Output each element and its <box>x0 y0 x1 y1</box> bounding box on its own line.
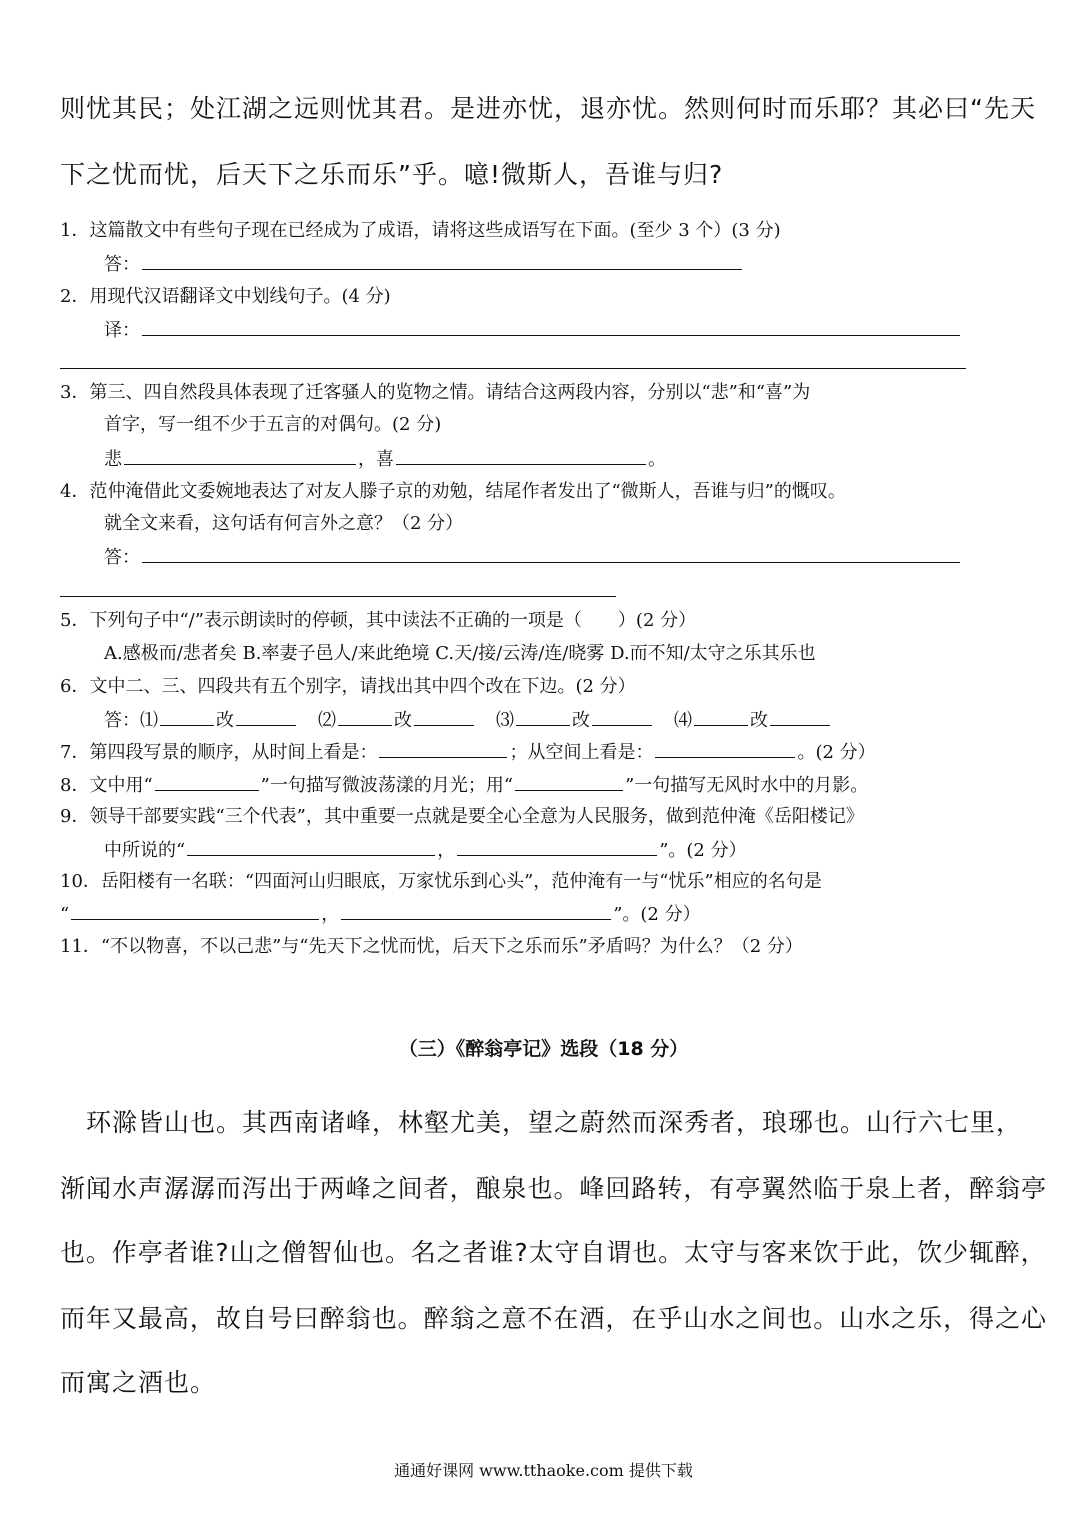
question-8-text: 8．文中用“ <box>60 775 153 796</box>
comma: ， <box>437 840 456 861</box>
item-4-marker: ⑷ <box>674 710 692 731</box>
question-7-score: 。(2 分） <box>797 742 876 763</box>
quote-blank-1[interactable] <box>187 837 435 856</box>
question-6-answer <box>104 707 832 734</box>
question-6: 6．文中二、三、四段共有五个别字，请找出其中四个改在下边。(2 分） <box>60 676 636 697</box>
question-11: 11．“不以物喜，不以己悲”与“先天下之忧而忧，后天下之乐而乐”矛盾吗？为什么？（2 分） <box>60 936 803 957</box>
question-9-score: ”。(2 分） <box>659 840 747 861</box>
gai-label: 改 <box>750 710 768 731</box>
gai-label: 改 <box>216 710 234 731</box>
correct-char-blank[interactable] <box>414 707 474 726</box>
question-8-text: ”一句描写微波荡漾的月光；用“ <box>260 775 514 796</box>
wrong-char-blank[interactable] <box>160 707 214 726</box>
bei-label: 悲 <box>104 449 122 470</box>
question-10-score: ”。(2 分） <box>613 904 701 925</box>
item-3-marker: ⑶ <box>496 710 514 731</box>
passage-line: 渐闻水声潺潺而泻出于两峰之间者，酿泉也。峰回路转，有亭翼然临于泉上者，醉翁亭 <box>60 1174 1048 1203</box>
answer-blank[interactable] <box>142 544 960 563</box>
wrong-char-blank[interactable] <box>694 707 748 726</box>
question-10: 10．岳阳楼有一名联：“四面河山归眼底，万家忧乐到心头”，范仲淹有一与“忧乐”相应的名句是 <box>60 871 822 892</box>
famous-line-blank-1[interactable] <box>71 901 319 920</box>
passage-line: 也。作亭者谁?山之僧智仙也。名之者谁?太守自谓也。太守与客来饮于此，饮少辄醉， <box>60 1238 1047 1267</box>
comma: ， <box>321 904 340 925</box>
wrong-char-blank[interactable] <box>338 707 392 726</box>
question-2: 2．用现代汉语翻译文中划线句子。(4 分) <box>60 286 391 307</box>
question-4: 4．范仲淹借此文委婉地表达了对友人滕子京的劝勉，结尾作者发出了“微斯人，吾谁与归”的慨叹。 <box>60 481 846 502</box>
gai-label: 改 <box>572 710 590 731</box>
open-quote: “ <box>60 904 70 925</box>
gai-label: 改 <box>394 710 412 731</box>
question-3-answer <box>104 446 666 473</box>
answer-line[interactable] <box>60 368 966 369</box>
question-3-cont: 首字，写一组不少于五言的对偶句。(2 分) <box>104 414 442 435</box>
question-9-text: 中所说的“ <box>104 840 186 861</box>
passage-line: 环滁皆山也。其西南诸峰，林壑尤美，望之蔚然而深秀者，琅琊也。山行六七里， <box>60 1108 1023 1137</box>
section-heading: （三）《醉翁亭记》选段（18 分） <box>398 1038 689 1060</box>
question-3: 3．第三、四自然段具体表现了迁客骚人的览物之情。请结合这两段内容，分别以“悲”和“喜”为 <box>60 382 811 403</box>
question-2-answer <box>104 317 962 344</box>
famous-line-blank-2[interactable] <box>341 901 611 920</box>
wrong-char-blank[interactable] <box>516 707 570 726</box>
answer-label: 答： <box>104 254 140 275</box>
question-9: 9．领导干部要实践“三个代表”，其中重要一点就是要全心全意为人民服务，做到范仲淹《岳阳楼记》 <box>60 806 864 827</box>
answer-line[interactable] <box>60 596 616 597</box>
passage-line: 而年又最高，故自号曰醉翁也。醉翁之意不在酒，在乎山水之间也。山水之乐，得之心 <box>60 1304 1048 1333</box>
question-4-cont: 就全文来看，这句话有何言外之意？（2 分） <box>104 513 464 534</box>
space-order-blank[interactable] <box>655 739 795 758</box>
period: 。 <box>648 449 666 470</box>
passage-line: 而寓之酒也。 <box>60 1368 217 1397</box>
translate-label: 译： <box>104 320 140 341</box>
xi-label: ，喜 <box>358 449 394 470</box>
question-10-answer <box>60 901 701 928</box>
question-5: 5．下列句子中“/”表示朗读时的停顿，其中读法不正确的一项是（ ）(2 分） <box>60 610 697 631</box>
quote-blank-2[interactable] <box>457 837 657 856</box>
correct-char-blank[interactable] <box>770 707 830 726</box>
correct-char-blank[interactable] <box>592 707 652 726</box>
moonlight-blank[interactable] <box>155 772 259 791</box>
question-5-options: A.感极而/悲者矣 B.率妻子邑人/来此绝境 C.天/接/云涛/连/晓雾 D.而不知/太守之乐其乐也 <box>104 643 816 664</box>
bei-blank[interactable] <box>124 446 356 465</box>
passage-line: 下之忧而忧，后天下之乐而乐”乎。噫!微斯人，吾谁与归? <box>60 160 724 189</box>
question-1: 1．这篇散文中有些句子现在已经成为了成语，请将这些成语写在下面。(至少 3 个）(3 分) <box>60 220 781 241</box>
time-order-blank[interactable] <box>379 739 507 758</box>
footer-source: 通通好课网 www.tthaoke.com 提供下载 <box>394 1461 693 1480</box>
moon-reflection-blank[interactable] <box>515 772 623 791</box>
answer-blank[interactable] <box>142 251 742 270</box>
question-7 <box>60 739 876 766</box>
answer-label: 答： <box>104 710 140 731</box>
answer-blank[interactable] <box>142 317 960 336</box>
question-7-text: ；从空间上看是： <box>509 742 654 763</box>
xi-blank[interactable] <box>396 446 646 465</box>
correct-char-blank[interactable] <box>236 707 296 726</box>
question-9-answer <box>104 837 747 864</box>
question-8 <box>60 772 868 799</box>
question-4-answer <box>104 544 962 571</box>
question-1-answer <box>104 251 744 278</box>
question-8-text: ”一句描写无风时水中的月影。 <box>625 775 869 796</box>
question-7-text: 7．第四段写景的顺序，从时间上看是： <box>60 742 378 763</box>
passage-line: 则忧其民；处江湖之远则忧其君。是进亦忧，退亦忧。然则何时而乐耶？其必曰“先天 <box>60 94 1036 123</box>
answer-label: 答： <box>104 547 140 568</box>
item-2-marker: ⑵ <box>318 710 336 731</box>
item-1-marker: ⑴ <box>140 710 158 731</box>
